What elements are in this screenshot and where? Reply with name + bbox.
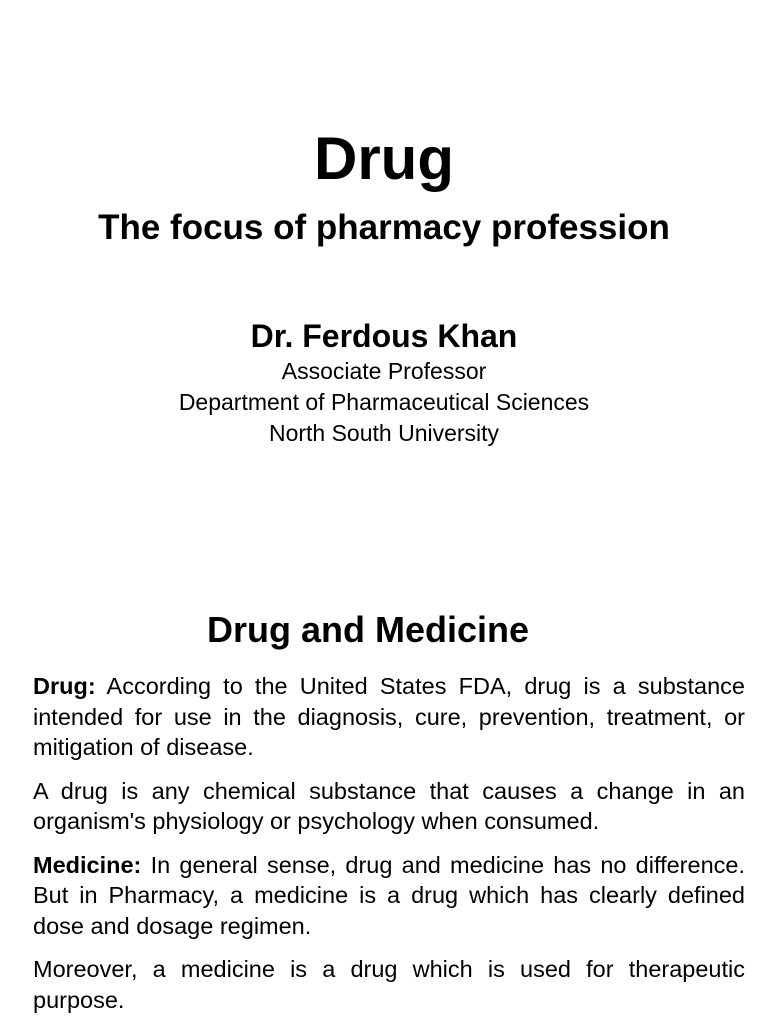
section-heading: Drug and Medicine xyxy=(206,609,530,650)
paragraph-text: A drug is any chemical substance that causes a change in an organism's physiology or psychology when consumed. xyxy=(33,777,745,834)
author-university: North South University xyxy=(268,420,500,446)
paragraph-medicine-definition xyxy=(33,850,745,942)
author-position: Associate Professor xyxy=(281,358,487,384)
author-name: Dr. Ferdous Khan xyxy=(250,318,518,354)
paragraph-drug-definition xyxy=(33,671,745,763)
paragraph-medicine-therapeutic xyxy=(33,954,745,1015)
paragraph-drug-chemical xyxy=(33,776,745,837)
slide-subtitle: The focus of pharmacy profession xyxy=(98,208,670,247)
paragraph-text: In general sense, drug and medicine has no difference. But in Pharmacy, a medicine is a drug which has clearly defined dose and dosage regimen. xyxy=(33,851,745,939)
paragraph-text: Moreover, a medicine is a drug which is used for therapeutic purpose. xyxy=(33,956,745,1013)
slide-title: Drug xyxy=(314,125,454,192)
paragraph-text: According to the United States FDA, drug is a substance intended for use in the diagnosis, cure, prevention, treatment, or mitigation of disease. xyxy=(33,673,745,760)
author-department: Department of Pharmaceutical Sciences xyxy=(178,389,590,415)
term-label: Medicine: xyxy=(33,851,142,878)
content-body xyxy=(33,671,745,1028)
term-label: Drug: xyxy=(33,673,96,699)
